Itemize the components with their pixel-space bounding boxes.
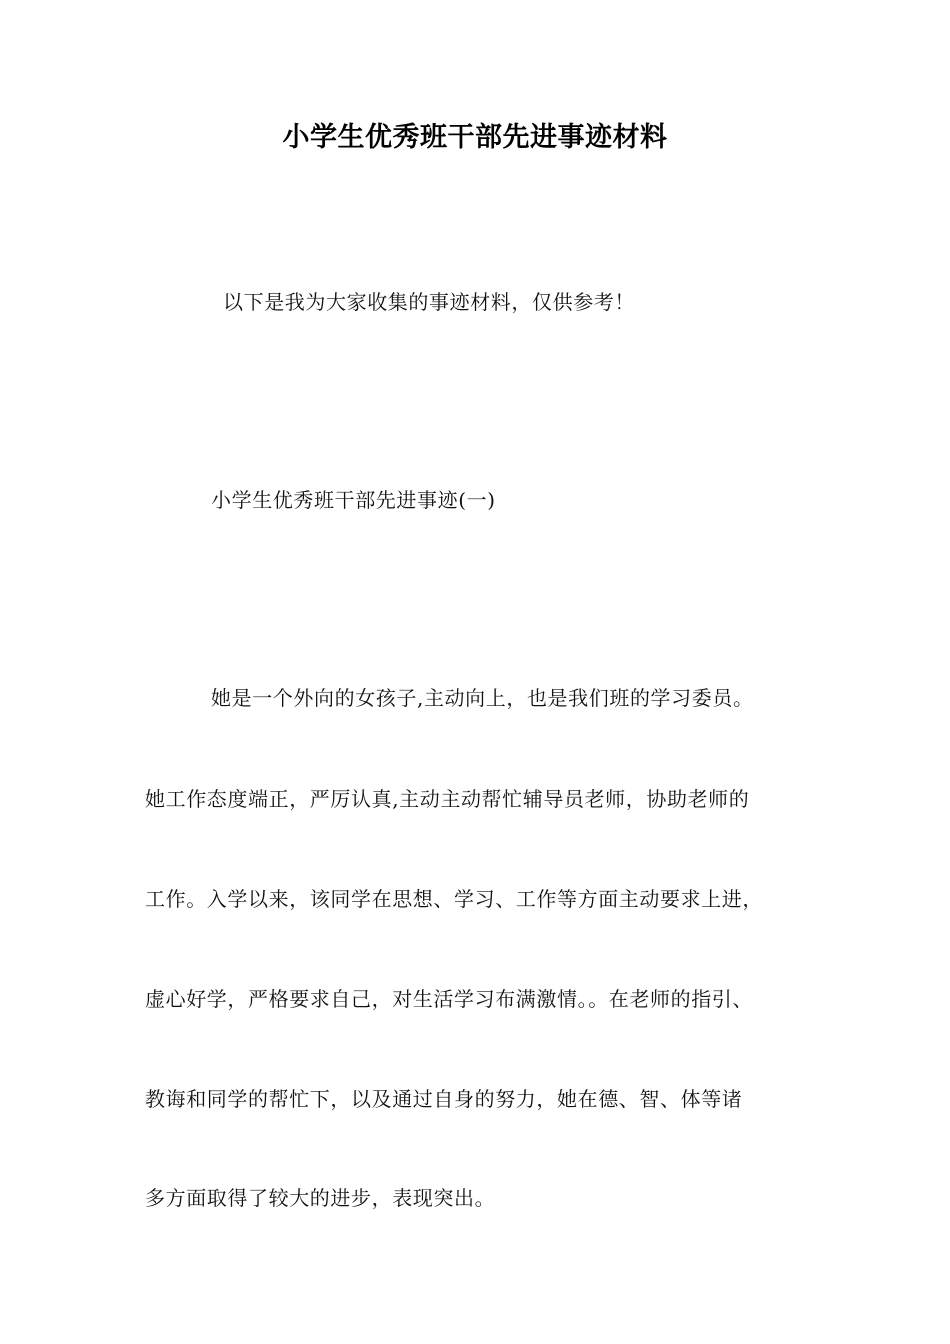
paragraph-line: 她工作态度端正，严厉认真,主动主动帮忙辅导员老师，协助老师的 [145,787,750,811]
paragraph-line: 教诲和同学的帮忙下，以及通过自身的努力，她在德、智、体等诸 [145,1087,743,1111]
section-heading: 小学生优秀班干部先进事迹(一) [211,488,496,512]
intro-text: 以下是我为大家收集的事迹材料，仅供参考！ [223,290,635,314]
paragraph-line: 工作。入学以来，该同学在思想、学习、工作等方面主动要求上进， [145,887,763,911]
paragraph-line: 她是一个外向的女孩子,主动向上，也是我们班的学习委员。 [211,686,754,710]
paragraph-line: 多方面取得了较大的进步，表现突出。 [145,1186,496,1210]
paragraph-line: 虚心好学，严格要求自己，对生活学习布满激情。。在老师的指引、 [145,987,753,1011]
document-title: 小学生优秀班干部先进事迹材料 [282,122,668,153]
